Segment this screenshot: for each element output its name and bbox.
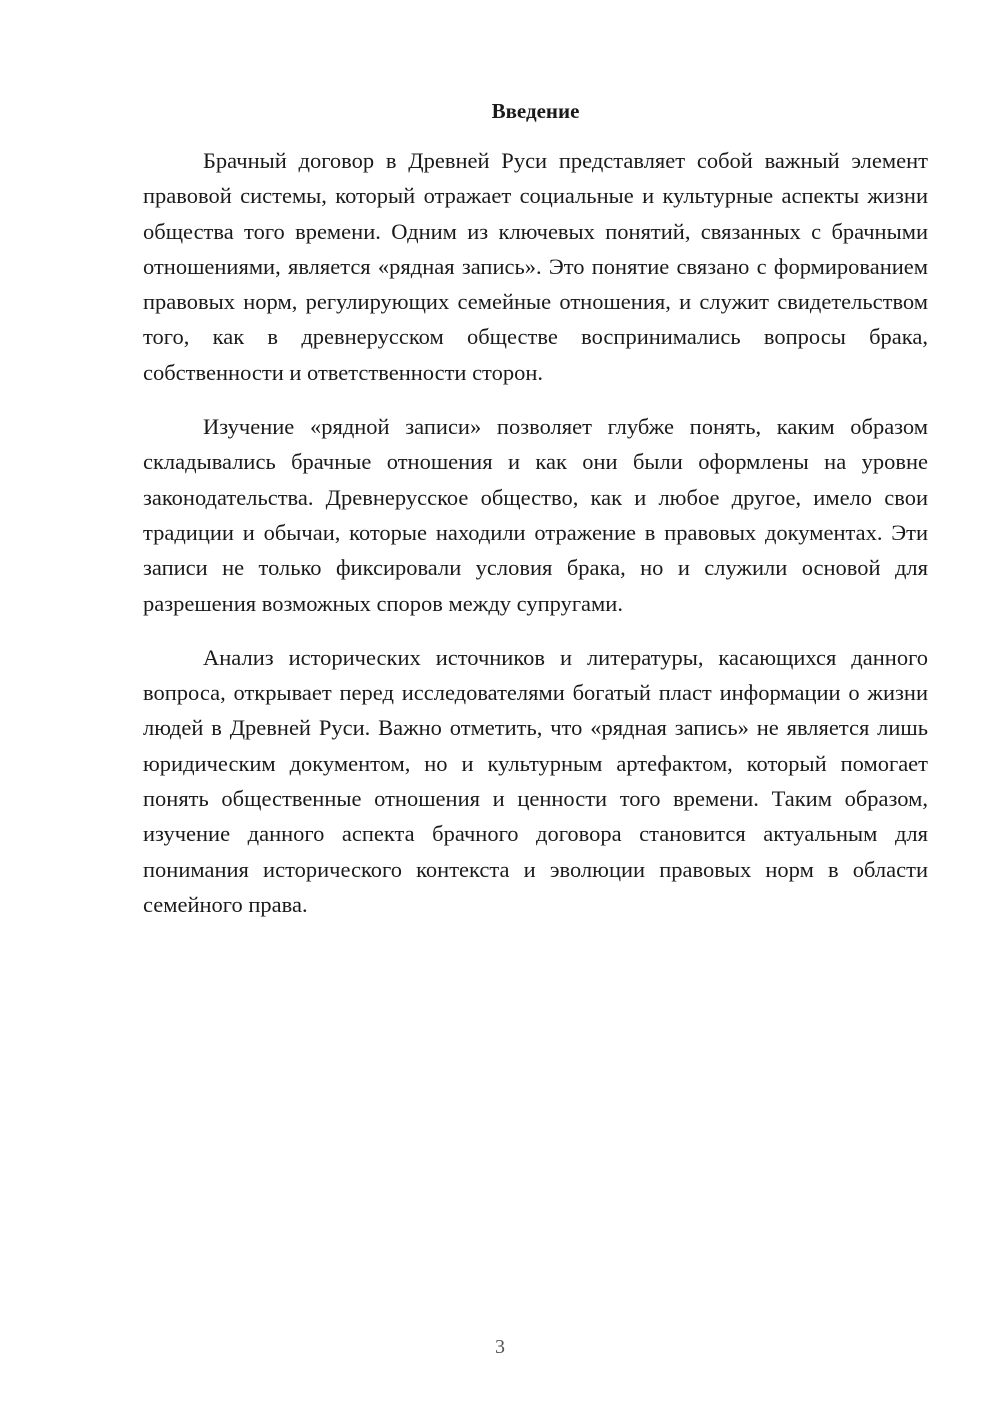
page-number: 3 [495, 1336, 505, 1358]
paragraph-3: Анализ исторических источников и литературы, касающихся данного вопроса, открывает перед исследователями богатый пласт информации о жизни людей в Древней Руси. Важно отметить, что «рядная запись» не является лишь юридическим документом, но и культурным артефактом, который помогает понять общественные отношения и ценности того времени. Таким образом, изучение данного аспекта брачного договора становится актуальным для понимания исторического контекста и эволюции правовых норм в области семейного права. [143, 644, 928, 917]
body-text [143, 143, 928, 941]
section-heading: Введение [491, 99, 580, 123]
paragraph-2: Изучение «рядной записи» позволяет глубже понять, каким образом складывались брачные отношения и как они были оформлены на уровне законодательства. Древнерусское общество, как и любое другое, имело свои традиции и обычаи, которые находили отражение в правовых документах. Эти записи не только фиксировали условия брака, но и служили основой для разрешения возможных споров между супругами. [143, 414, 928, 616]
paragraph-1: Брачный договор в Древней Руси представляет собой важный элемент правовой системы, который отражает социальные и культурные аспекты жизни общества того времени. Одним из ключевых понятий, связанных с брачными отношениями, является «рядная запись». Это понятие связано с формированием правовых норм, регулирующих семейные отношения, и служит свидетельством того, как в древнерусском обществе воспринимались вопросы брака, собственности и ответственности сторон. [143, 148, 928, 385]
